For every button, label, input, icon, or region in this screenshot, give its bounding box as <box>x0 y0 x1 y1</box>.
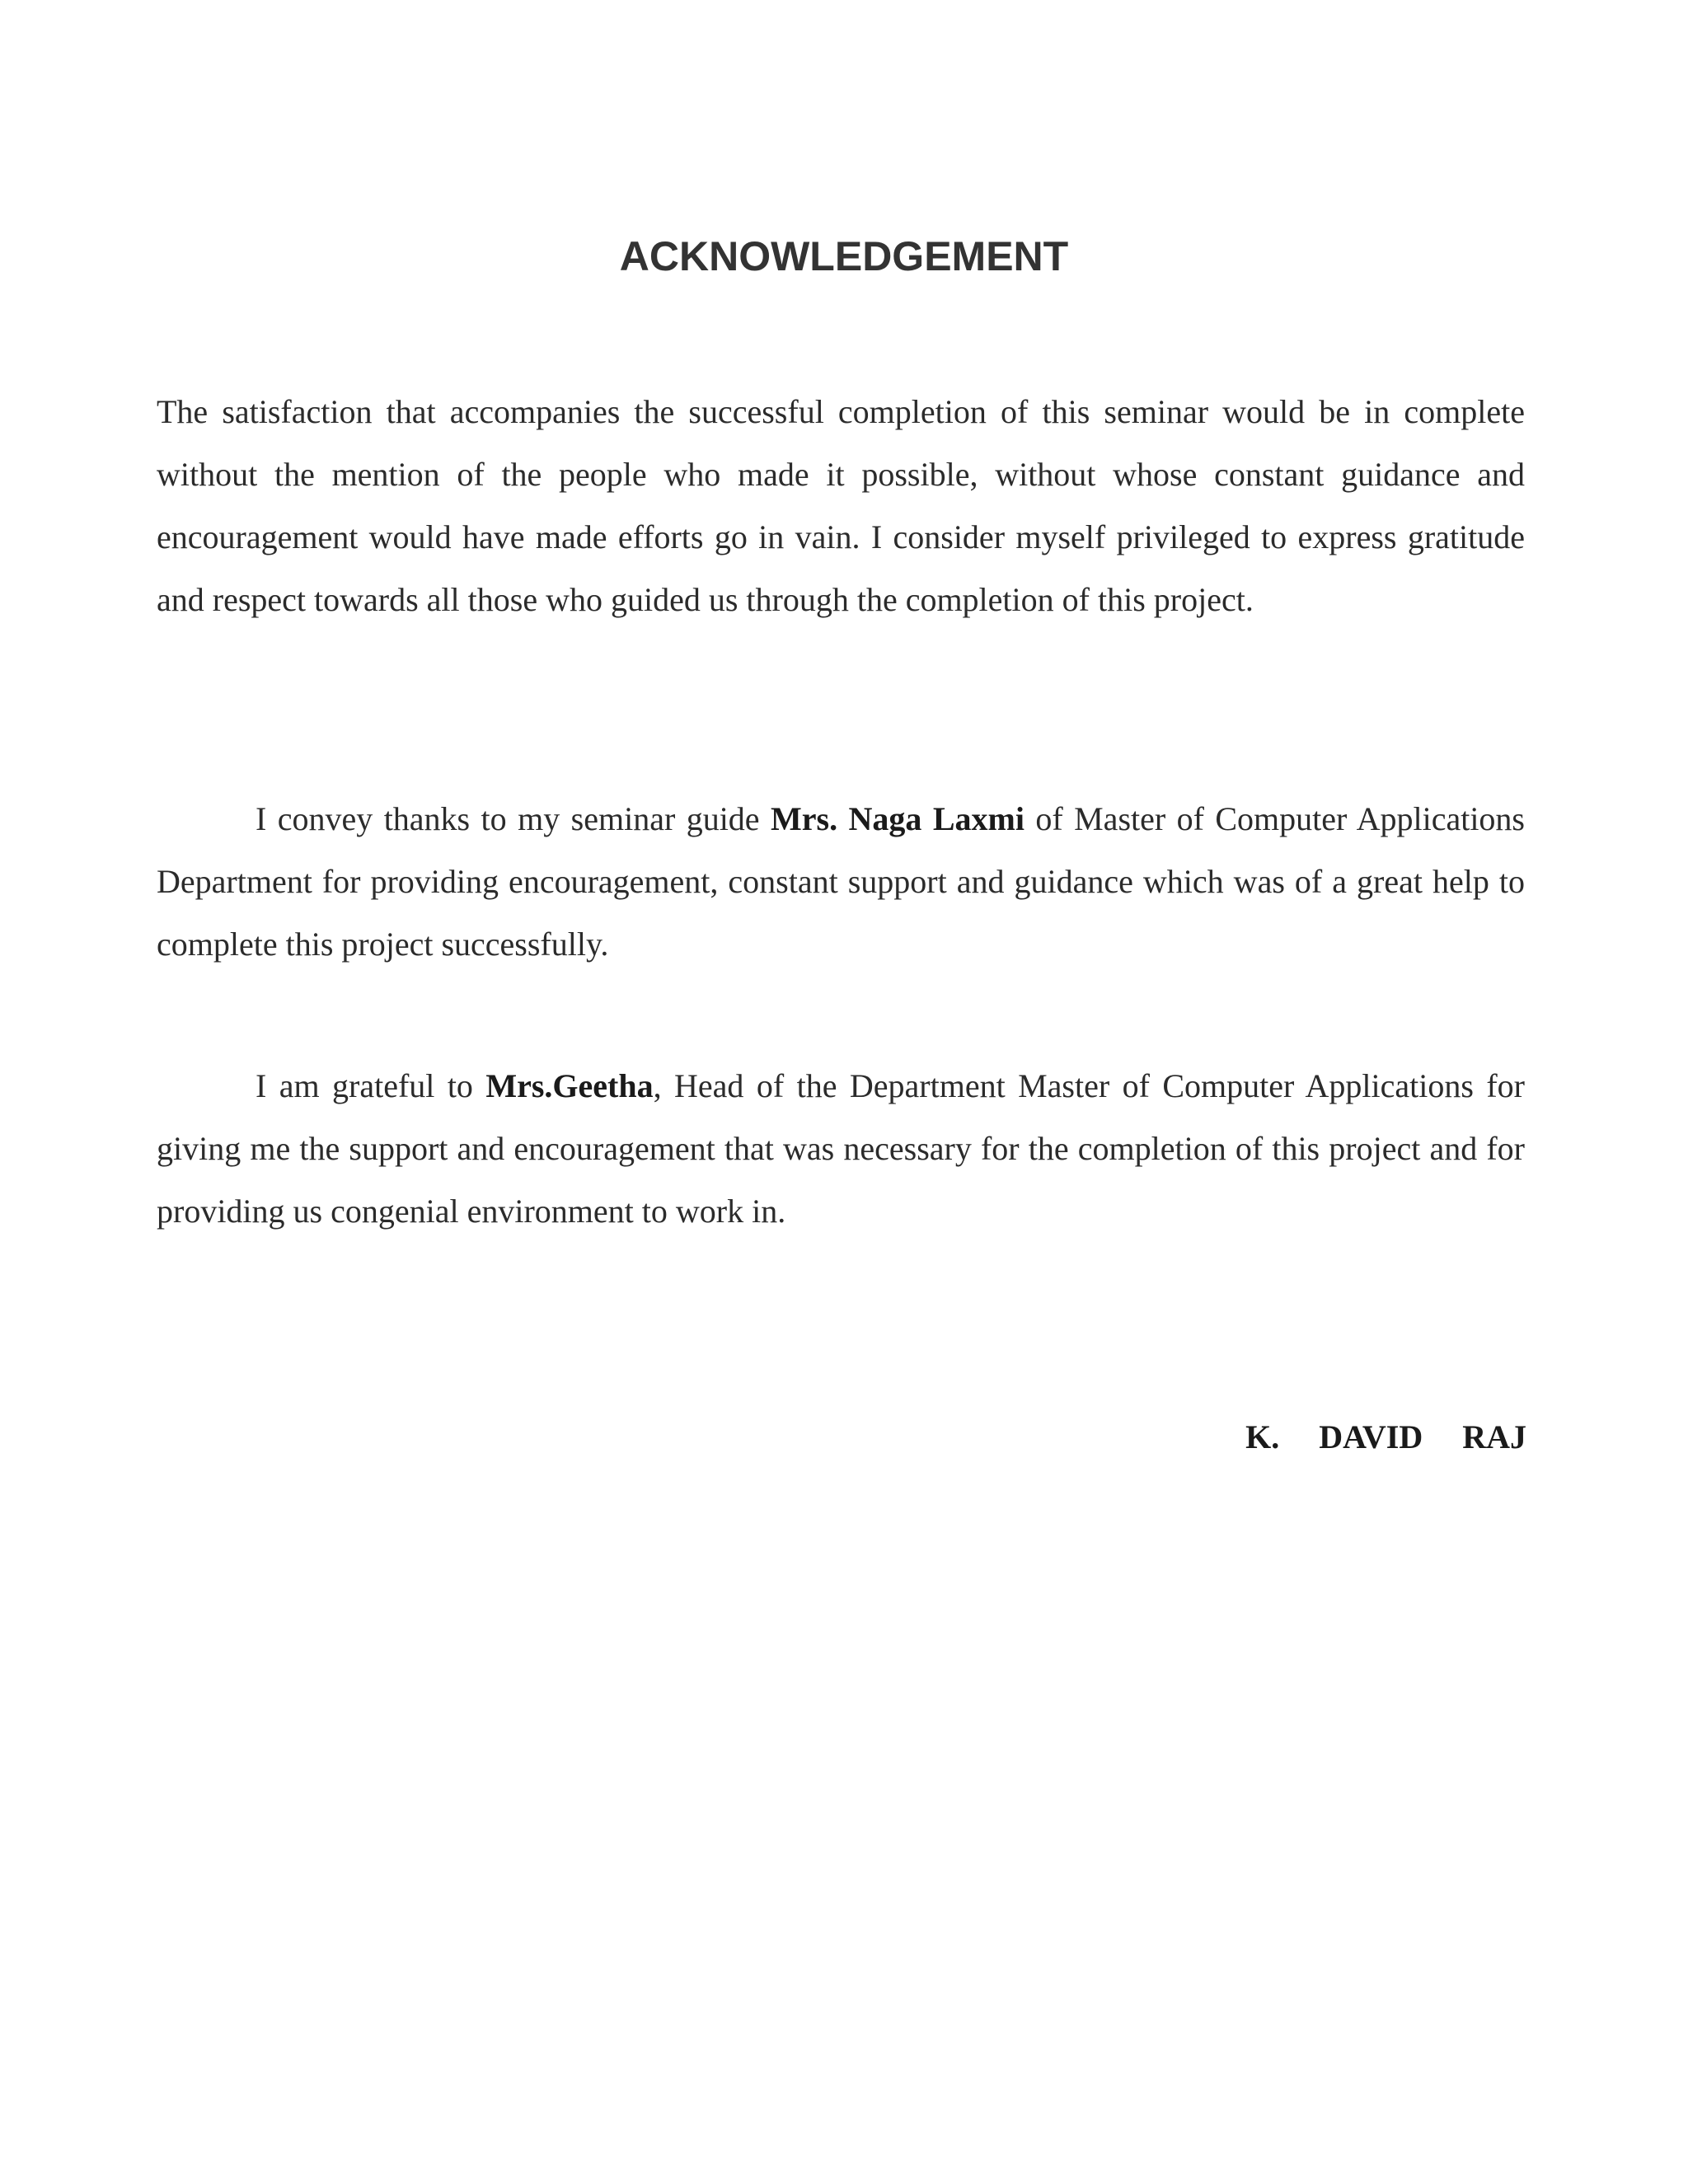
paragraph-guide-thanks <box>157 788 1525 976</box>
paragraph-intro-text: The satisfaction that accompanies the successful completion of this seminar would be in complete without the mention of the people who made it possible, without whose constant guidance and encouragement would have made efforts go in vain. I consider myself privileged to express gratitude and respect towards all those who guided us through the completion of this project. <box>157 393 1525 618</box>
paragraph-intro <box>157 381 1525 631</box>
paragraph-hod-before: I am grateful to <box>256 1067 486 1104</box>
paragraph-hod-thanks <box>157 1055 1525 1243</box>
paragraph-guide-after: of Master of Computer Applications Department for providing encouragement, constant support and guidance which was of a great help to complete this project successfully. <box>157 800 1525 963</box>
paragraph-hod-after: , Head of the Department Master of Computer Applications for giving me the support and encouragement that was necessary for the completion of this project and for providing us congenial environment to work in. <box>157 1067 1525 1230</box>
paragraph-guide-before: I convey thanks to my seminar guide <box>256 800 771 837</box>
author-signature: K. DAVID RAJ <box>1245 1418 1526 1455</box>
page-title: ACKNOWLEDGEMENT <box>619 233 1069 279</box>
hod-name: Mrs.Geetha <box>485 1067 654 1104</box>
guide-name: Mrs. Naga Laxmi <box>771 800 1025 837</box>
